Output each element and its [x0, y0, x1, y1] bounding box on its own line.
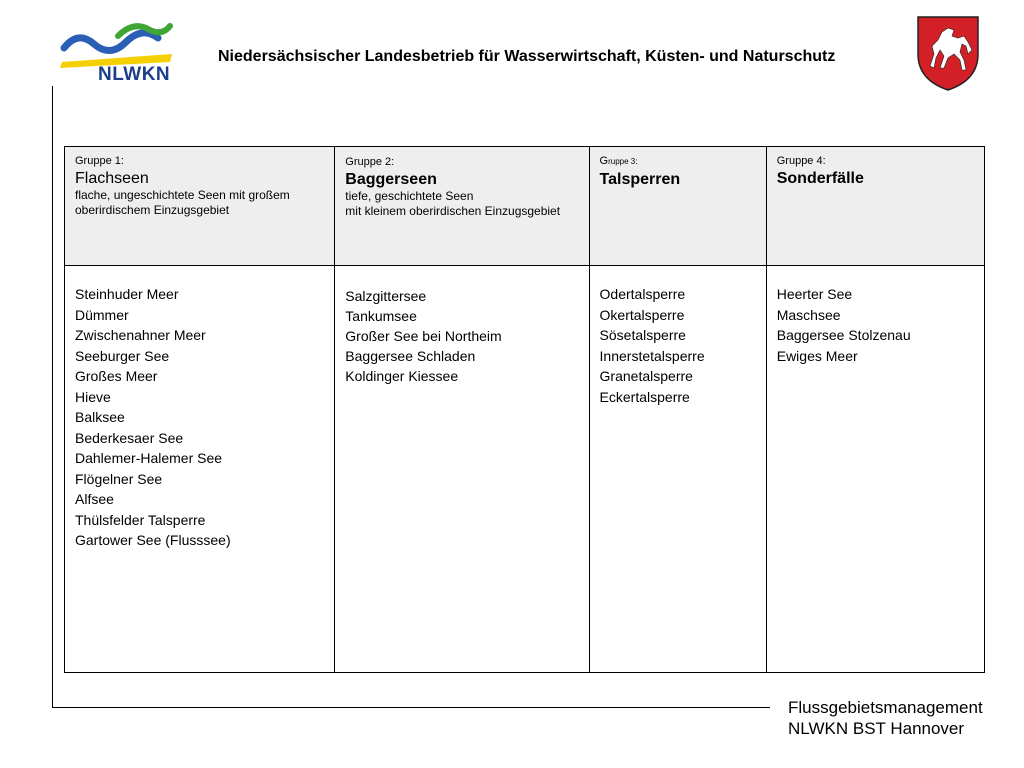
- list-item: Thülsfelder Talsperre: [75, 511, 206, 528]
- list-item: Salzgittersee: [345, 288, 427, 304]
- list-item: Bederkesaer See: [75, 429, 184, 446]
- footer: [788, 697, 983, 739]
- group-2-lakes: [335, 266, 589, 673]
- list-item: Flögelner See: [75, 470, 163, 487]
- list-item: Innerstetalsperre: [599, 347, 705, 364]
- list-item: Tankumsee: [345, 308, 417, 324]
- frame-vertical-line: [52, 86, 53, 708]
- list-item: Alfsee: [75, 491, 114, 507]
- table-header-row: [65, 147, 985, 266]
- table-body-row: [65, 266, 985, 673]
- list-item: Großer See bei Northeim: [345, 328, 502, 344]
- list-item: Sösetalsperre: [599, 327, 686, 343]
- group-label: Gruppe 2:: [345, 156, 395, 168]
- list-item: Eckertalsperre: [599, 388, 690, 405]
- list-item: Heerter See: [776, 286, 853, 302]
- list-item: Okertalsperre: [599, 306, 685, 323]
- group-3-header: [589, 147, 766, 266]
- group-3-lakes: [589, 266, 766, 673]
- group-1-header: [65, 147, 335, 266]
- list-item: Großes Meer: [75, 368, 158, 384]
- group-4-lakes: [766, 266, 984, 673]
- list-item: Hieve: [75, 388, 111, 405]
- group-description-line: tiefe, geschichtete Seen: [345, 189, 474, 203]
- list-item: Zwischenahner Meer: [75, 327, 206, 343]
- group-name: Talsperren: [599, 171, 681, 188]
- group-name: Flachseen: [75, 170, 149, 187]
- list-item: Granetalsperre: [599, 368, 693, 384]
- list-item: Baggersee Stolzenau: [776, 327, 911, 343]
- group-name: Baggerseen: [345, 171, 437, 188]
- list-item: Baggersee Schladen: [345, 348, 476, 364]
- group-label: Gruppe 1:: [75, 155, 124, 167]
- list-item: Ewiges Meer: [776, 347, 858, 364]
- list-item: Balksee: [75, 409, 125, 425]
- lower-saxony-crest-icon: [914, 14, 982, 92]
- list-item: Gartower See (Flusssee): [75, 532, 231, 548]
- lake-groups-table: [64, 146, 985, 673]
- group-4-header: [766, 147, 984, 266]
- frame-horizontal-line: [52, 707, 770, 708]
- page-title: Niedersächsischer Landesbetrieb für Wasserwirtschaft, Küsten- und Naturschutz: [218, 48, 836, 65]
- group-name: Sonderfälle: [776, 170, 864, 187]
- group-label: Gruppe 4:: [776, 155, 826, 167]
- logo-wordmark: NLWKN: [98, 64, 171, 85]
- group-description: flache, ungeschichtete Seen mit großem oberirdischem Einzugsgebiet: [75, 188, 290, 217]
- list-item: Dahlemer-Halemer See: [75, 450, 223, 466]
- list-item: Seeburger See: [75, 347, 170, 364]
- footer-line-2: NLWKN BST Hannover: [788, 719, 965, 738]
- group-description-line: mit kleinem oberirdischen Einzugsgebiet: [345, 204, 561, 218]
- group-label-initial: G: [599, 155, 609, 167]
- group-2-header: [335, 147, 589, 266]
- list-item: Dümmer: [75, 306, 129, 323]
- group-label: [600, 154, 756, 169]
- group-label-rest: ruppe 3:: [608, 157, 638, 166]
- list-item: Maschsee: [776, 306, 841, 323]
- group-1-lakes: [65, 266, 335, 673]
- list-item: Odertalsperre: [599, 286, 686, 302]
- footer-line-1: Flussgebietsmanagement: [788, 698, 983, 717]
- list-item: Koldinger Kiessee: [345, 368, 459, 384]
- list-item: Steinhuder Meer: [75, 286, 179, 302]
